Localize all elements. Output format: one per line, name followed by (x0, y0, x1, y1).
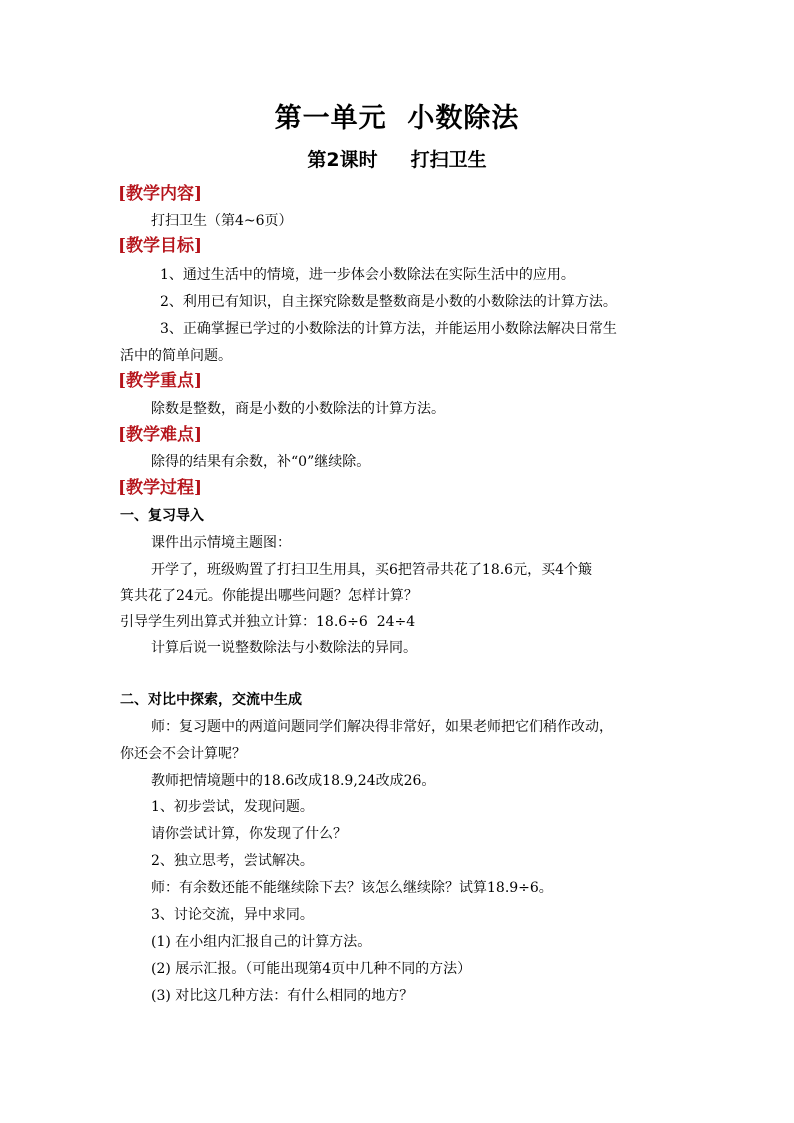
heading-difficulties: [教学难点] (118, 425, 203, 445)
process-line: 引导学生列出算式并独立计算：18.6÷6 24÷4 (120, 614, 416, 630)
process-line: 开学了，班级购置了打扫卫生用具，买6把笤帚共花了18.6元，买4个簸 (151, 562, 592, 578)
process-line: 1、初步尝试，发现问题。 (151, 799, 314, 815)
process-line: 请你尝试计算，你发现了什么？ (151, 826, 347, 842)
process-line: 师：复习题中的两道问题同学们解决得非常好，如果老师把它们稍作改动， (151, 719, 613, 735)
process-line: 3、讨论交流，异中求同。 (151, 907, 314, 923)
process-line: 箕共花了24元。你能提出哪些问题？怎样计算？ (120, 588, 418, 604)
section-title: 一、复习导入 (120, 508, 204, 524)
objective-item: 2、利用已有知识，自主探究除数是整数商是小数的小数除法的计算方法。 (160, 294, 617, 310)
objective-item: 活中的简单问题。 (120, 348, 232, 364)
heading-objectives: [教学目标] (118, 236, 203, 256)
heading-process: [教学过程] (118, 478, 203, 498)
content-text: 打扫卫生（第4~6页） (151, 213, 293, 229)
section-title: 二、对比中探索，交流中生成 (120, 692, 302, 708)
process-line: (1) 在小组内汇报自己的计算方法。 (151, 934, 372, 950)
process-line: (3) 对比这几种方法：有什么相同的地方？ (151, 988, 414, 1004)
objective-item: 3、正确掌握已学过的小数除法的计算方法，并能运用小数除法解决日常生 (160, 321, 617, 337)
process-line: 你还会不会计算呢？ (120, 746, 246, 762)
key-points-text: 除数是整数，商是小数的小数除法的计算方法。 (151, 401, 445, 417)
heading-key-points: [教学重点] (118, 371, 203, 391)
process-line: 教师把情境题中的18.6改成18.9,24改成26。 (151, 773, 436, 789)
heading-content: [教学内容] (118, 184, 203, 204)
process-line: 师：有余数还能不能继续除下去？该怎么继续除？试算18.9÷6。 (151, 880, 553, 896)
objective-item: 1、通过生活中的情境，进一步体会小数除法在实际生活中的应用。 (160, 267, 575, 283)
process-line: (2) 展示汇报。（可能出现第4页中几种不同的方法） (151, 961, 472, 977)
lesson-subtitle: 第2课时 打扫卫生 (307, 149, 487, 171)
process-line: 2、独立思考，尝试解决。 (151, 853, 314, 869)
process-line: 计算后说一说整数除法与小数除法的异同。 (151, 640, 417, 656)
process-line: 课件出示情境主题图： (151, 535, 291, 551)
unit-title: 第一单元 小数除法 (274, 103, 520, 134)
difficulties-text: 除得的结果有余数，补“0”继续除。 (151, 454, 371, 470)
